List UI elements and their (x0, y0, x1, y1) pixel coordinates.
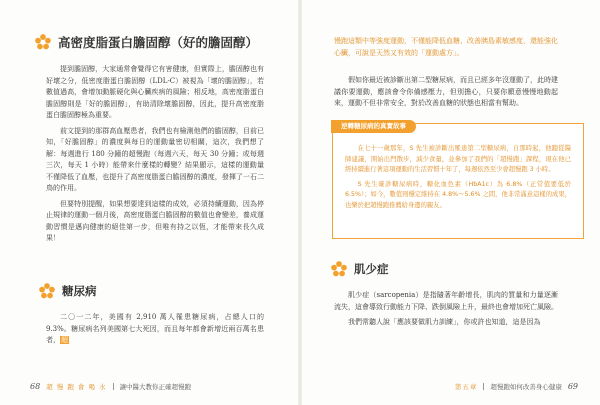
flower-icon (330, 260, 348, 278)
running-series: 超 慢 跑 會 喝 水 (46, 383, 107, 391)
flower-icon (34, 33, 52, 51)
heading-text: 高密度脂蛋白膽固醇（好的膽固醇） (58, 35, 259, 50)
section-heading-hdl (34, 33, 258, 51)
callout-body (345, 144, 571, 211)
paragraph-text: 二〇一二年，美國有 2,910 萬人罹患糖尿病，占總人口的 9.3%。糖尿病名列美國第七大死因，而且每年都會新增近兩百萬名患者， (46, 313, 264, 344)
chapter-label: 第五章 (454, 383, 478, 391)
paragraph: 前文提到的那群高血壓患者，我們也有檢測他們的膽固醇，目前已知，「好膽固醇」的濃度與每日的運動量密切相關，這次，我們想了解：每週進行 180 分鐘的超慢跑（每週六天，每天 30 分鐘；或每週三次，每天 1 小時）能帶來什麼樣的轉變？結果顯示，這樣的運動量不僅降低了血壓，也提升了高密度脂蛋白膽固醇的濃度，發揮了一石二鳥的作用。 (46, 126, 264, 192)
callout-box (332, 123, 584, 239)
highlight-text: 超 (61, 336, 68, 344)
diabetes-body (46, 312, 264, 347)
heading-text: 糖尿病 (62, 284, 97, 298)
heading-text: 肌少症 (354, 262, 389, 276)
page-number: 69 (567, 382, 578, 391)
hdl-body (46, 64, 264, 245)
paragraph: 在七十一歲那年，S 先生被診斷出罹患第二型糖尿病，自那時起，他聽從醫師建議，開始出門散步，減少食量，並參加了我們的「超慢跑」課程，現在他已經持續進行著這項運動的生活習慣十年了，每週依然至少會超慢跑 3 小時。 (345, 145, 571, 173)
intro-highlighted (334, 36, 558, 59)
paragraph: 肌少症（sarcopenia）是指隨著年齡增長，肌肉的質量和力量逐漸流失，這會導致行動能力下降、跌倒風險上升，最終也會增加死亡風險。 (334, 291, 558, 311)
running-title: 讓中醫大教你正確超慢跑 (119, 383, 192, 391)
sarcopenia-body (334, 290, 558, 329)
section-heading-diabetes (38, 282, 97, 300)
right-body-1 (334, 75, 558, 110)
section-heading-sarcopenia (330, 260, 389, 278)
divider (113, 383, 114, 390)
divider (483, 383, 484, 390)
paragraph: 提到膽固醇，大家通常會覺得它有害健康，但實際上，膽固醇也有好壞之分，低密度脂蛋白膽固醇（LDL-C）被視為「壞的膽固醇」，若數值過高，會增加動脈硬化與心臟疾病的風險；相反地，高密度脂蛋白膽固醇則是「好的膽固醇」，有助清除壞膽固醇，因此，提升高密度脂蛋白膽固醇極為重要。 (46, 65, 264, 119)
paragraph: 假如你最近被診斷出第二型糖尿病，而且已經多年沒運動了，此時建議你要運動，應該會令你備感壓力，但別擔心，只要你願意慢慢地動起來，運動不但非常安全，對於改善血糖的狀態也相當有幫助。 (334, 76, 558, 107)
running-title: 超慢跑如何改善身心健康 (490, 383, 562, 391)
right-footer (455, 382, 578, 391)
paragraph: 慢跑這類中等強度運動，不僅能降低血糖、改善胰島素敏感度，還能強化心臟，可說是天然又有效的「運動處方」。 (334, 37, 558, 57)
paragraph: 我們常聽人說「應該要做肌力訓練」，你或許也知道，這是因為 (348, 318, 541, 326)
page-number: 68 (30, 382, 41, 391)
paragraph: 但要特別提醒，如果想要達到這樣的成效，必須持續運動，因為停止規律的運動一個月後，高密度脂蛋白膽固醇的數值也會變差，養成運動習慣是邁向健康的絕佳第一步，但唯有持之以恆，才能帶來長久成果！ (46, 199, 264, 242)
paragraph: S 先生確診糖尿病時，糖化血色素（HbA1c）為 6.8%（正常值要低於 6.5%）；如今，數值則穩定維持在 4.8%～5.6% 之間，他非常滿意這樣的成果，也樂於把超慢跑推薦給身邊的親友。 (345, 180, 571, 209)
flower-icon (38, 282, 56, 300)
left-footer (30, 382, 191, 391)
callout-title: 逆轉糖尿病的真實故事 (331, 120, 416, 133)
